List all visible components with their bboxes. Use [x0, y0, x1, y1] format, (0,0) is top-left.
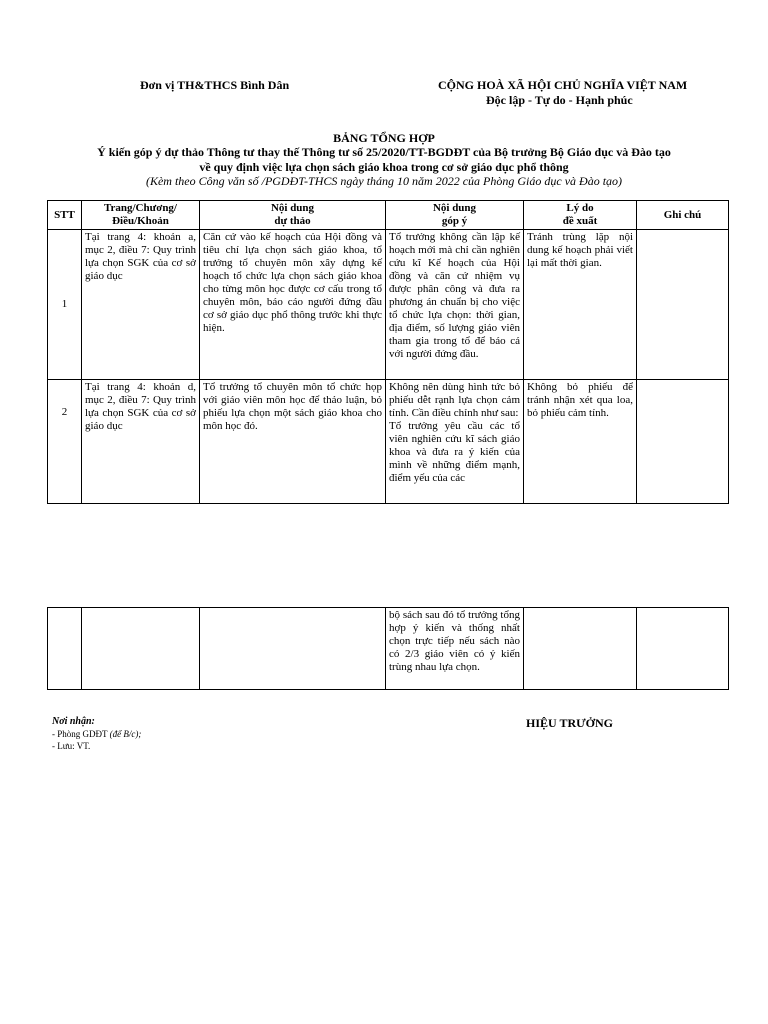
- row2-comment-part1: Không nên dùng hình tức bỏ phiếu dễt rạnh lựa chọn cảm tính. Cần điều chỉnh như sau:: [389, 381, 520, 419]
- row1-stt: 1: [48, 230, 82, 380]
- header-stt: STT: [48, 201, 82, 230]
- row1-comment: Tổ trưởng không cần lập kế hoạch mới mà chỉ cần nghiên cứu kĩ Kế hoạch của Hội đồng và căn cứ nhiệm vụ được phân công và đưa ra phương án chuẩn bị cho việc tổ chức lựa chọn: thời gian, địa điểm, số lượng giáo viên tham gia trong tổ để báo cá với người đứng đầu.: [386, 230, 524, 380]
- recipient-line-2: - Lưu: VT.: [52, 741, 91, 751]
- document-subtitle-line1: Ý kiến góp ý dự thảo Thông tư thay thế Thông tư số 25/2020/TT-BGDĐT của Bộ trưởng Bộ Giáo dục và Đào tạo: [97, 145, 671, 159]
- row2-stt: 2: [48, 380, 82, 504]
- row2-comment-part2: Tổ trưởng yêu cầu các tổ viên nghiên cứu kĩ sách giáo khoa và đưa ra ý kiến của mình về những điểm mạnh, điểm yếu của các: [389, 420, 520, 484]
- table-row: [48, 608, 729, 690]
- row1-note: [637, 230, 729, 380]
- cont-comment: bộ sách sau đó tổ trưởng tổng hợp ý kiến và thống nhất chọn trực tiếp nếu sách nào có 2/3 giáo viên có ý kiến trùng nhau lựa chọn.: [386, 608, 524, 690]
- recipients-title: Nơi nhận:: [52, 716, 95, 727]
- country-name: CỘNG HOÀ XÃ HỘI CHỦ NGHĨA VIỆT NAM: [438, 78, 688, 92]
- signature-title: HIỆU TRƯỞNG: [526, 716, 614, 730]
- cont-page: [82, 608, 200, 690]
- header-note: Ghi chú: [637, 201, 729, 230]
- cont-note: [637, 608, 729, 690]
- row2-comment: [386, 380, 524, 504]
- row1-page: Tại trang 4: khoản a, mục 2, điều 7: Quy trình lựa chọn SGK của cơ sở giáo dục: [82, 230, 200, 380]
- table-row: [48, 230, 729, 380]
- table-header-row: [48, 201, 729, 230]
- document-reference: (Kèm theo Công văn số /PGDĐT-THCS ngày tháng 10 năm 2022 của Phòng Giáo dục và Đào tạo): [145, 174, 623, 188]
- row2-reason: Không bỏ phiếu để tránh nhận xét qua loa, bỏ phiếu cảm tính.: [524, 380, 637, 504]
- table-row: [48, 380, 729, 504]
- document-title: BẢNG TỔNG HỢP: [333, 131, 435, 145]
- header-draft: Nội dung dự thảo: [200, 201, 386, 230]
- cont-stt: [48, 608, 82, 690]
- header-reason: Lý do đề xuất: [524, 201, 637, 230]
- cont-reason: [524, 608, 637, 690]
- summary-table: [47, 200, 729, 504]
- header-comment: Nội dung góp ý: [386, 201, 524, 230]
- header-page: Trang/Chương/ Điều/Khoản: [82, 201, 200, 230]
- recipient-line-1: - Phòng GDĐT (để B/c);: [52, 729, 142, 739]
- row2-draft: Tổ trưởng tổ chuyên môn tổ chức họp với giáo viên môn học để thảo luận, bỏ phiếu lựa chọn một sách giáo khoa cho môn học đó.: [200, 380, 386, 504]
- national-motto: Độc lập - Tự do - Hạnh phúc: [486, 93, 633, 107]
- row1-reason: Tránh trùng lặp nội dung kế hoạch phải viết lại mất thời gian.: [524, 230, 637, 380]
- cont-draft: [200, 608, 386, 690]
- row1-draft: Căn cứ vào kế hoạch của Hội đồng và tiêu chí lựa chọn sách giáo khoa, tổ trưởng tổ chuyên môn xây dựng kế hoạch tổ chức lựa chọn sách giáo khoa cho từng môn học được cơ cấu trong tổ chuyên môn, báo cáo người đứng đầu cơ sở giáo dục phổ thông trước khi thực hiện.: [200, 230, 386, 380]
- summary-table-continuation: [47, 607, 729, 690]
- row2-note: [637, 380, 729, 504]
- row2-page: Tại trang 4: khoản d, mục 2, điều 7: Quy trình lựa chọn SGK của cơ sở giáo dục: [82, 380, 200, 504]
- document-subtitle-line2: về quy định việc lựa chọn sách giáo khoa trong cơ sở giáo dục phổ thông: [199, 160, 569, 174]
- unit-name: Đơn vị TH&THCS Bình Dân: [140, 78, 290, 92]
